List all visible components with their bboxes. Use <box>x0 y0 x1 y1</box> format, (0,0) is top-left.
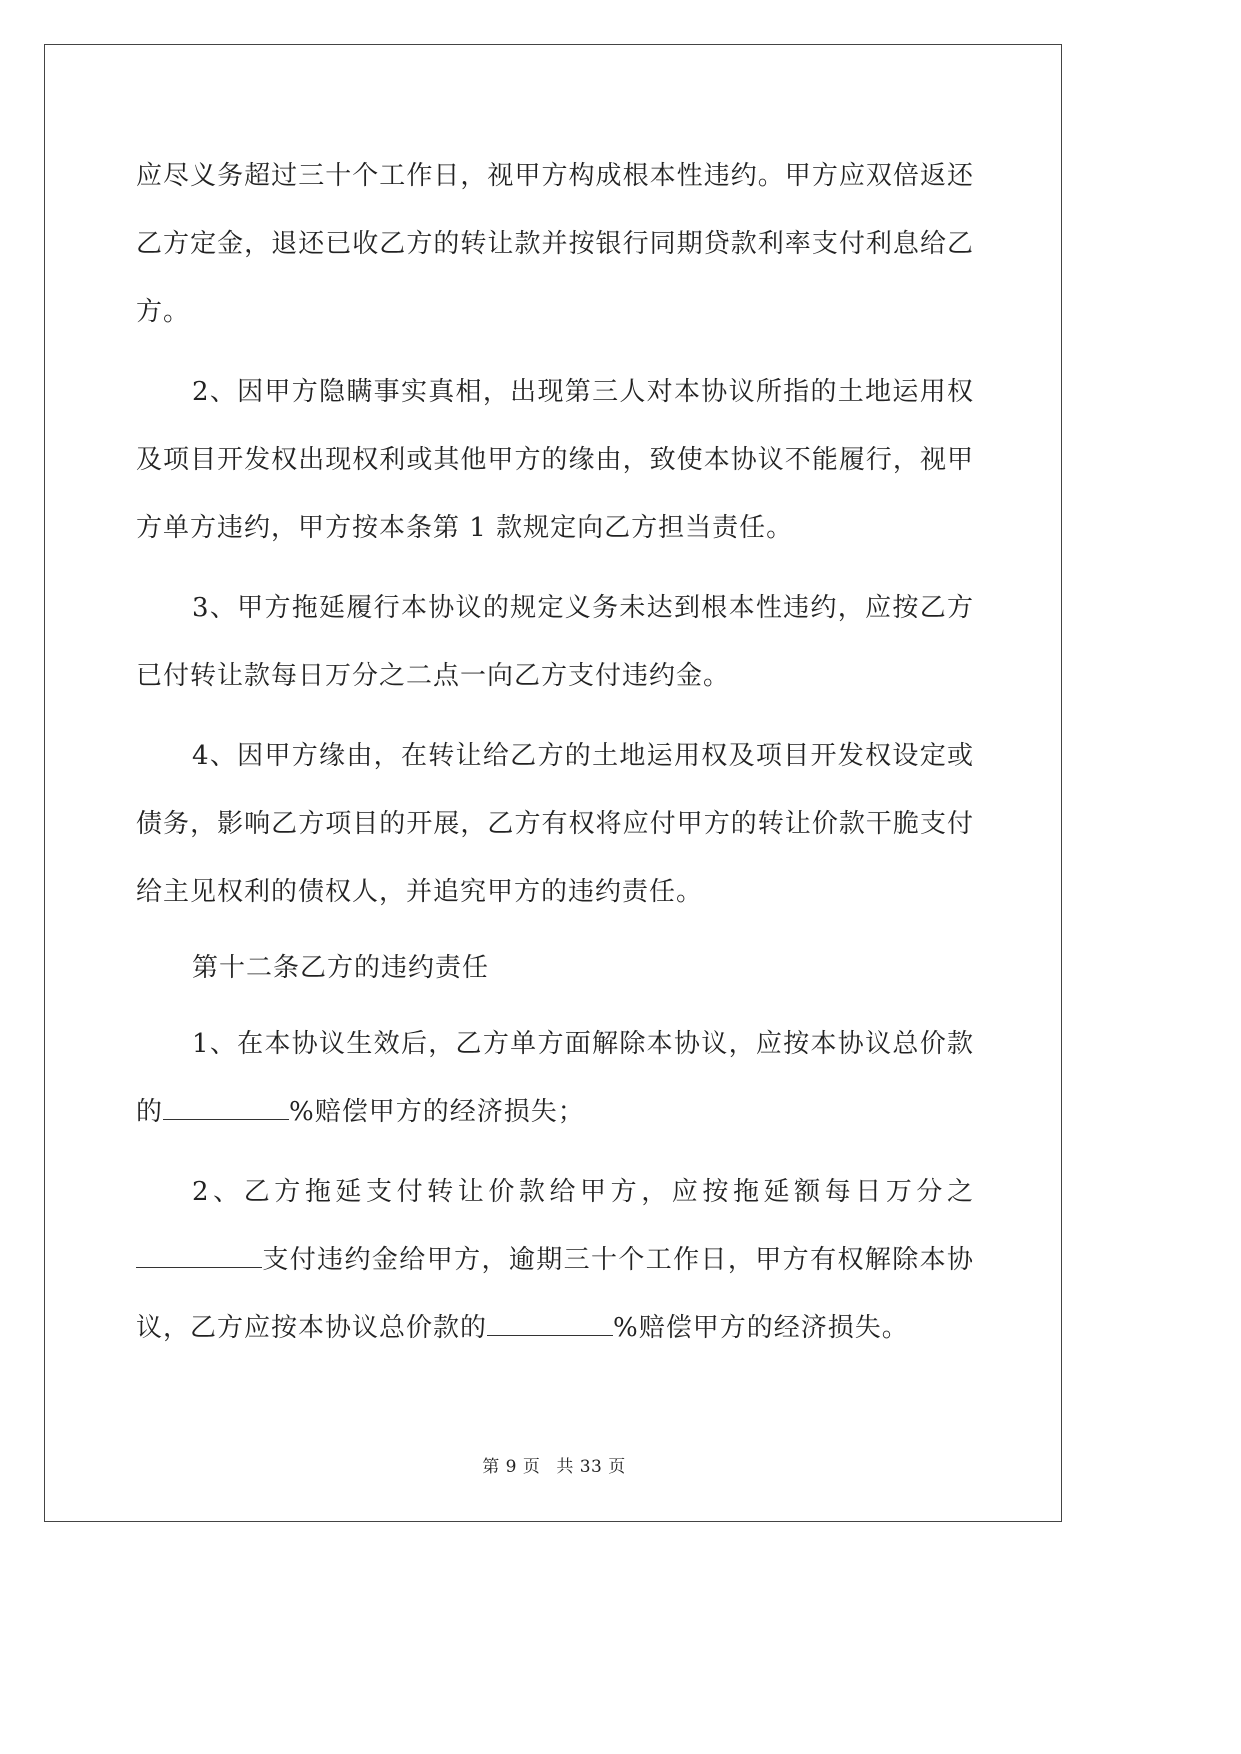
paragraph-text: 支付违约金给甲方，逾期三十个工作日，甲方有权解除本协议，乙方应按本协议总价款的 <box>136 1245 974 1343</box>
paragraph: 应尽义务超过三十个工作日，视甲方构成根本性违约。甲方应双倍返还乙方定金，退还已收乙方的转让款并按银行同期贷款利率支付利息给乙方。 <box>136 161 974 327</box>
paragraph <box>136 1158 974 1362</box>
page-footer <box>0 1452 1108 1477</box>
paragraph-text: %赔偿甲方的经济损失； <box>289 1097 585 1127</box>
fill-in-blank <box>136 1247 262 1268</box>
paragraph-text: 2、乙方拖延支付转让价款给甲方，应按拖延额每日万分之 <box>192 1177 974 1207</box>
document-body <box>136 142 974 1374</box>
fill-in-blank <box>163 1099 289 1120</box>
paragraph: 2、因甲方隐瞒事实真相，出现第三人对本协议所指的土地运用权及项目开发权出现权利或其他甲方的缘由，致使本协议不能履行，视甲方单方违约，甲方按本条第 1 款规定向乙方担当责任。 <box>136 377 974 543</box>
section-heading: 第十二条乙方的违约责任 <box>192 953 490 983</box>
paragraph: 4、因甲方缘由，在转让给乙方的土地运用权及项目开发权设定或债务，影响乙方项目的开展，乙方有权将应付甲方的转让价款干脆支付给主见权利的债权人，并追究甲方的违约责任。 <box>136 741 974 907</box>
fill-in-blank <box>487 1315 613 1336</box>
paragraph-text: 1、在本协议生效后，乙方单方面解除本协议，应按本协议总价款的 <box>136 1029 974 1127</box>
paragraph-text: %赔偿甲方的经济损失。 <box>613 1313 909 1343</box>
page-total: 共 33 页 <box>556 1457 626 1477</box>
paragraph <box>136 1010 974 1146</box>
paragraph: 3、甲方拖延履行本协议的规定义务未达到根本性违约，应按乙方已付转让款每日万分之二点一向乙方支付违约金。 <box>136 593 974 691</box>
page-number: 第 9 页 <box>482 1457 541 1477</box>
